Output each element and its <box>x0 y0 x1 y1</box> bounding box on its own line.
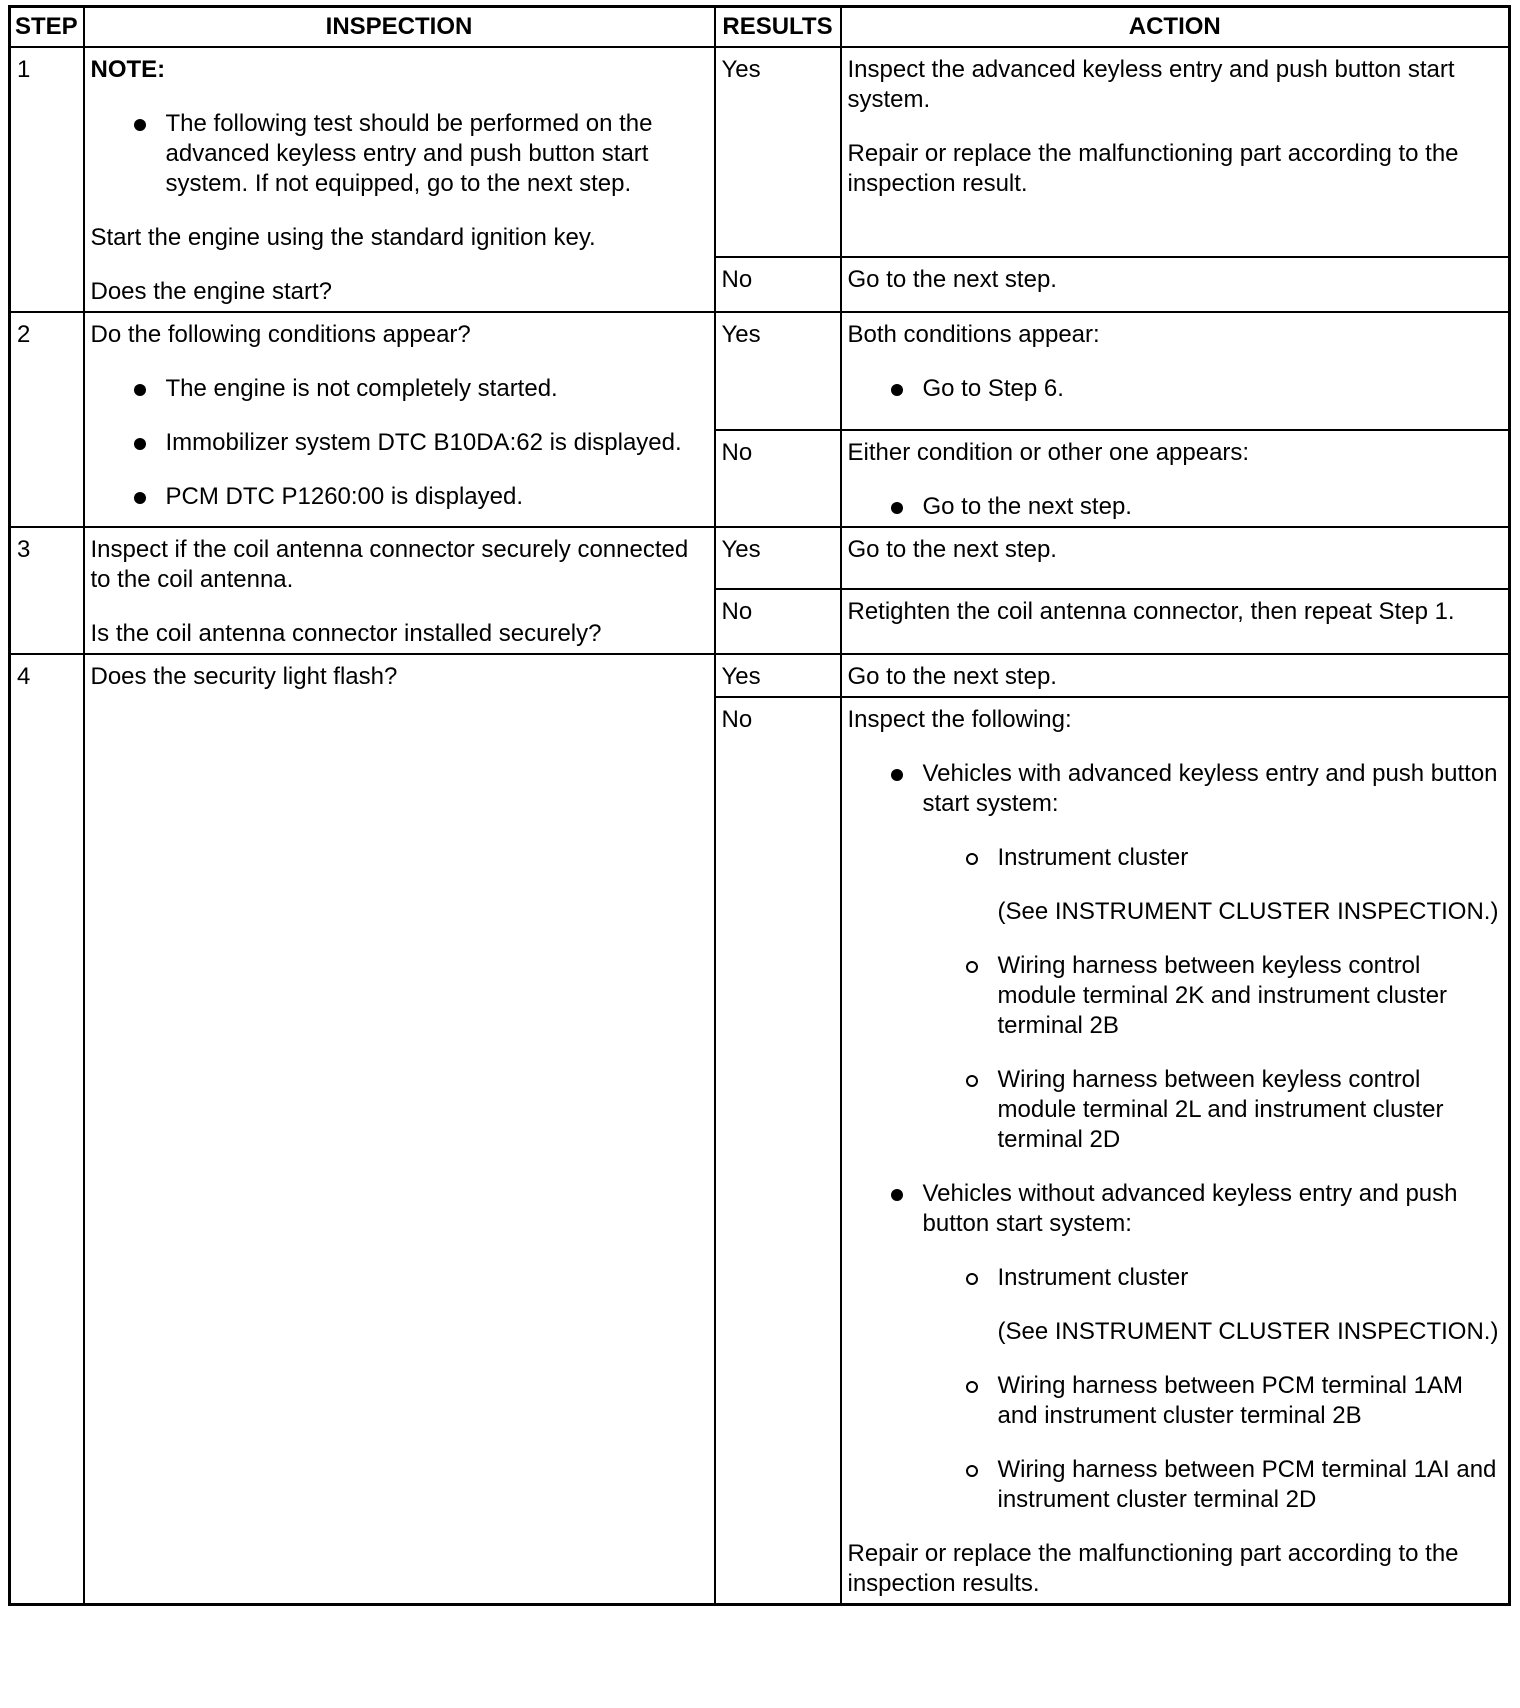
action-text: Go to the next step. <box>847 266 1057 293</box>
note-bullet <box>91 109 708 199</box>
sub-item <box>923 1263 1503 1347</box>
sub-item <box>923 1065 1503 1155</box>
step-number: 4 <box>10 654 84 1605</box>
result-no: No <box>715 430 841 527</box>
inspection-question: Does the security light flash? <box>90 663 398 690</box>
hollow-bullet-icon <box>966 853 978 865</box>
sub-item <box>923 1455 1503 1515</box>
sub-item-text: Instrument cluster <box>997 844 1189 871</box>
condition-item <box>91 428 708 458</box>
condition-item <box>91 482 708 512</box>
action-text: Go to the next step. <box>847 536 1057 563</box>
bullet-text: PCM DTC P1260:00 is displayed. <box>165 483 523 510</box>
action-yes <box>841 654 1510 697</box>
step-2-inspection <box>84 312 715 527</box>
bullet-icon <box>134 492 146 504</box>
table-row-step-4 <box>10 654 1510 697</box>
action-text: Repair or replace the malfunctioning part according to the inspection result. <box>847 140 1459 197</box>
condition-item <box>91 374 708 404</box>
inspection-group-list <box>848 759 1503 1515</box>
column-header-action: ACTION <box>841 7 1510 48</box>
action-no <box>841 257 1510 312</box>
action-list <box>848 374 1503 404</box>
action-text: Repair or replace the malfunctioning part according to the inspection results. <box>847 1540 1459 1597</box>
action-no <box>841 589 1510 654</box>
action-text: Inspect the advanced keyless entry and push button start system. <box>847 56 1455 113</box>
action-item <box>848 492 1503 522</box>
hollow-bullet-icon <box>966 1273 978 1285</box>
note-list <box>91 109 708 199</box>
condition-list <box>91 374 708 512</box>
bullet-text: The following test should be performed on the advanced keyless entry and push button start system. If not equipped, go to the next step. <box>165 110 653 197</box>
vehicle-group <box>848 759 1503 1155</box>
group-items <box>923 1263 1503 1515</box>
step-number: 2 <box>10 312 84 527</box>
hollow-bullet-icon <box>966 1381 978 1393</box>
diagnostic-procedure <box>8 5 1508 1606</box>
group-label: Vehicles with advanced keyless entry and push button start system: <box>922 760 1498 817</box>
inspection-question: Do the following conditions appear? <box>90 321 471 348</box>
table-header-row <box>10 7 1510 48</box>
step-number: 3 <box>10 527 84 654</box>
hollow-bullet-icon <box>966 1465 978 1477</box>
action-no <box>841 697 1510 1605</box>
column-header-inspection: INSPECTION <box>84 7 715 48</box>
result-no: No <box>715 257 841 312</box>
bullet-icon <box>891 1189 903 1201</box>
sub-item-text: Wiring harness between PCM terminal 1AM and instrument cluster terminal 2B <box>997 1372 1464 1429</box>
action-text: Both conditions appear: <box>847 321 1100 348</box>
action-text: Inspect the following: <box>847 706 1072 733</box>
result-yes: Yes <box>715 654 841 697</box>
action-text: Go to the next step. <box>847 663 1057 690</box>
result-no: No <box>715 697 841 1605</box>
reference-text: (See INSTRUMENT CLUSTER INSPECTION.) <box>997 1318 1499 1345</box>
inspection-question: Is the coil antenna connector installed securely? <box>90 620 602 647</box>
inspection-question: Does the engine start? <box>90 278 332 305</box>
action-yes <box>841 312 1510 430</box>
bullet-text: Go to Step 6. <box>922 375 1064 402</box>
note-label: NOTE: <box>90 56 166 83</box>
step-1-inspection <box>84 47 715 312</box>
bullet-icon <box>134 438 146 450</box>
column-header-step: STEP <box>10 7 84 48</box>
step-number: 1 <box>10 47 84 312</box>
result-yes: Yes <box>715 312 841 430</box>
result-yes: Yes <box>715 527 841 589</box>
result-no: No <box>715 589 841 654</box>
sub-item <box>923 951 1503 1041</box>
sub-item <box>923 843 1503 927</box>
hollow-bullet-icon <box>966 1075 978 1087</box>
table-row-step-1 <box>10 47 1510 257</box>
sub-item <box>923 1371 1503 1431</box>
action-list <box>848 492 1503 522</box>
bullet-text: The engine is not completely started. <box>165 375 558 402</box>
inspection-text: Inspect if the coil antenna connector securely connected to the coil antenna. <box>90 536 689 593</box>
action-no <box>841 430 1510 527</box>
sub-item-text: Wiring harness between PCM terminal 1AI and instrument cluster terminal 2D <box>997 1456 1497 1513</box>
group-items <box>923 843 1503 1155</box>
action-text: Either condition or other one appears: <box>847 439 1250 466</box>
action-text: Retighten the coil antenna connector, then repeat Step 1. <box>847 598 1455 625</box>
table-row-step-2 <box>10 312 1510 430</box>
inspection-text: Start the engine using the standard ignition key. <box>90 224 596 251</box>
bullet-icon <box>891 384 903 396</box>
bullet-icon <box>891 769 903 781</box>
action-yes <box>841 527 1510 589</box>
vehicle-group <box>848 1179 1503 1515</box>
column-header-results: RESULTS <box>715 7 841 48</box>
result-yes: Yes <box>715 47 841 257</box>
action-item <box>848 374 1503 404</box>
hollow-bullet-icon <box>966 961 978 973</box>
diagnostic-table <box>8 5 1511 1606</box>
action-yes <box>841 47 1510 257</box>
reference-text: (See INSTRUMENT CLUSTER INSPECTION.) <box>997 898 1499 925</box>
bullet-text: Immobilizer system DTC B10DA:62 is displayed. <box>165 429 682 456</box>
bullet-icon <box>891 502 903 514</box>
bullet-text: Go to the next step. <box>922 493 1132 520</box>
sub-item-text: Wiring harness between keyless control module terminal 2L and instrument cluster terminal 2D <box>997 1066 1444 1153</box>
bullet-icon <box>134 119 146 131</box>
step-3-inspection <box>84 527 715 654</box>
bullet-icon <box>134 384 146 396</box>
group-label: Vehicles without advanced keyless entry and push button start system: <box>922 1180 1458 1237</box>
sub-item-text: Instrument cluster <box>997 1264 1189 1291</box>
sub-item-text: Wiring harness between keyless control module terminal 2K and instrument cluster terminal 2B <box>997 952 1448 1039</box>
step-4-inspection <box>84 654 715 1605</box>
table-row-step-3 <box>10 527 1510 589</box>
